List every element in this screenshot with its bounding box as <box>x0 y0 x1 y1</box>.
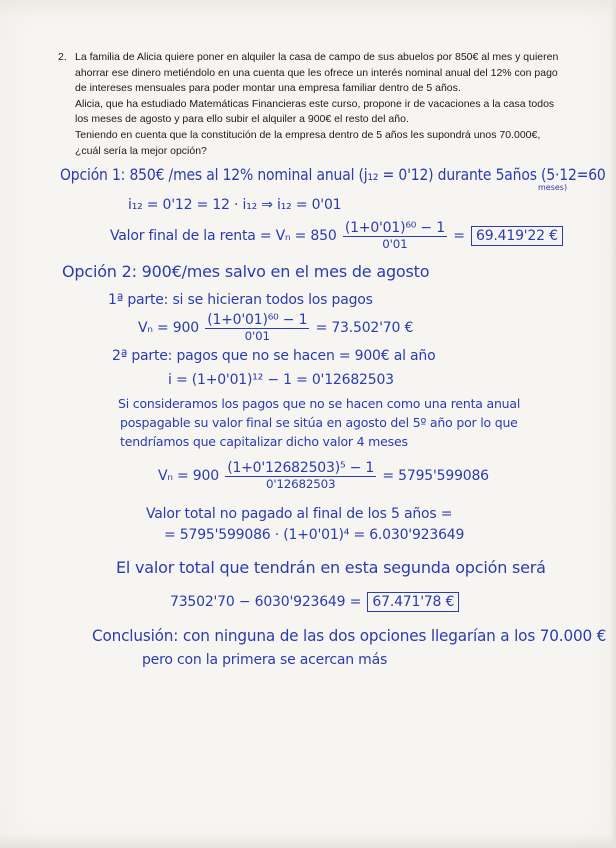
opcion1-title: Opción 1: 850€ /mes al 12% nominal anual (j₁₂ = 0'12) durante 5años (5·12=60 <box>60 165 606 184</box>
parte1-lhs: Vₙ = 900 <box>138 320 199 336</box>
vn2-result: = 5795'599086 <box>382 468 489 484</box>
conclusion-line-2: pero con la primera se acercan más <box>142 652 388 668</box>
parte2-rate: i = (1+0'01)¹² − 1 = 0'12682503 <box>168 372 394 388</box>
parte2-title: 2ª parte: pagos que no se hacen = 900€ al año <box>112 348 436 364</box>
opcion1-fraction <box>343 220 447 252</box>
subtraction-expression: 73502'70 − 6030'923649 = <box>170 594 362 610</box>
problem-line: de intereses mensuales para poder montar una empresa familiar dentro de 5 años. <box>75 82 461 95</box>
subtraction-line <box>170 592 459 612</box>
equals-sign: = <box>453 228 465 244</box>
problem-line: Teniendo en cuenta que la constitución de la empresa dentro de 5 años les supondrá unos 70.000€, <box>75 128 541 141</box>
problem-line: los meses de agosto y para ello subir el alquiler a 900€ el resto del año. <box>75 113 409 126</box>
valor-total-line: El valor total que tendrán en esta segunda opción será <box>116 558 546 577</box>
fraction-denominator: 0'01 <box>244 329 270 343</box>
opcion1-vf-label: Valor final de la renta = Vₙ = 850 <box>110 228 337 244</box>
opcion1-result-box: 69.419'22 € <box>471 226 563 246</box>
note-line-2: pospagable su valor final se sitúa en agosto del 5º año por lo que <box>120 415 518 430</box>
parte1-fraction <box>205 312 309 344</box>
fraction-denominator: 0'12682503 <box>265 477 336 491</box>
parte1-title: 1ª parte: si se hicieran todos los pagos <box>108 292 373 308</box>
opcion2-result-box: 67.471'78 € <box>367 592 459 612</box>
opcion1-rate: i₁₂ = 0'12 = 12 · i₁₂ ⇒ i₁₂ = 0'01 <box>128 197 342 213</box>
problem-statement <box>58 50 578 159</box>
scan-shadow-bottom <box>0 834 616 848</box>
note-line-1: Si consideramos los pagos que no se hacen como una renta anual <box>118 396 521 411</box>
note-line-3: tendríamos que capitalizar dicho valor 4 meses <box>120 434 408 449</box>
vn2-lhs: Vₙ = 900 <box>158 468 219 484</box>
parte1-formula <box>138 312 413 344</box>
fraction-numerator: (1+0'01)⁶⁰ − 1 <box>344 220 445 236</box>
scan-shadow-top <box>0 0 616 18</box>
opcion1-final-value <box>110 220 563 252</box>
fraction-numerator: (1+0'01)⁶⁰ − 1 <box>207 312 308 328</box>
problem-line: La familia de Alicia quiere poner en alquiler la casa de campo de sus abuelos por 850€ al mes y quieren <box>75 51 559 63</box>
total-line-1: Valor total no pagado al final de los 5 años = <box>146 506 453 522</box>
problem-line: ¿cuál sería la mejor opción? <box>75 144 207 157</box>
problem-line: ahorrar ese dinero metiéndolo en una cuenta que les ofrece un interés nominal anual del 12% con pago <box>75 66 558 79</box>
fraction-denominator: 0'01 <box>382 237 408 251</box>
problem-line: Alicia, que ha estudiado Matemáticas Financieras este curso, propone ir de vacaciones a la casa todos <box>75 97 555 110</box>
problem-number: 2. <box>58 51 67 63</box>
opcion2-title: Opción 2: 900€/mes salvo en el mes de agosto <box>62 262 430 281</box>
parte1-result: = 73.502'70 € <box>315 320 414 336</box>
vn2-fraction <box>225 460 376 492</box>
total-line-2: = 5795'599086 · (1+0'01)⁴ = 6.030'923649 <box>164 527 465 543</box>
vn2-formula <box>158 460 489 492</box>
fraction-numerator: (1+0'12682503)⁵ − 1 <box>227 460 375 476</box>
opcion1-meses: meses) <box>538 183 568 192</box>
conclusion-line-1: Conclusión: con ninguna de las dos opciones llegarían a los 70.000 € <box>92 626 607 645</box>
scan-shadow-right <box>610 0 616 848</box>
